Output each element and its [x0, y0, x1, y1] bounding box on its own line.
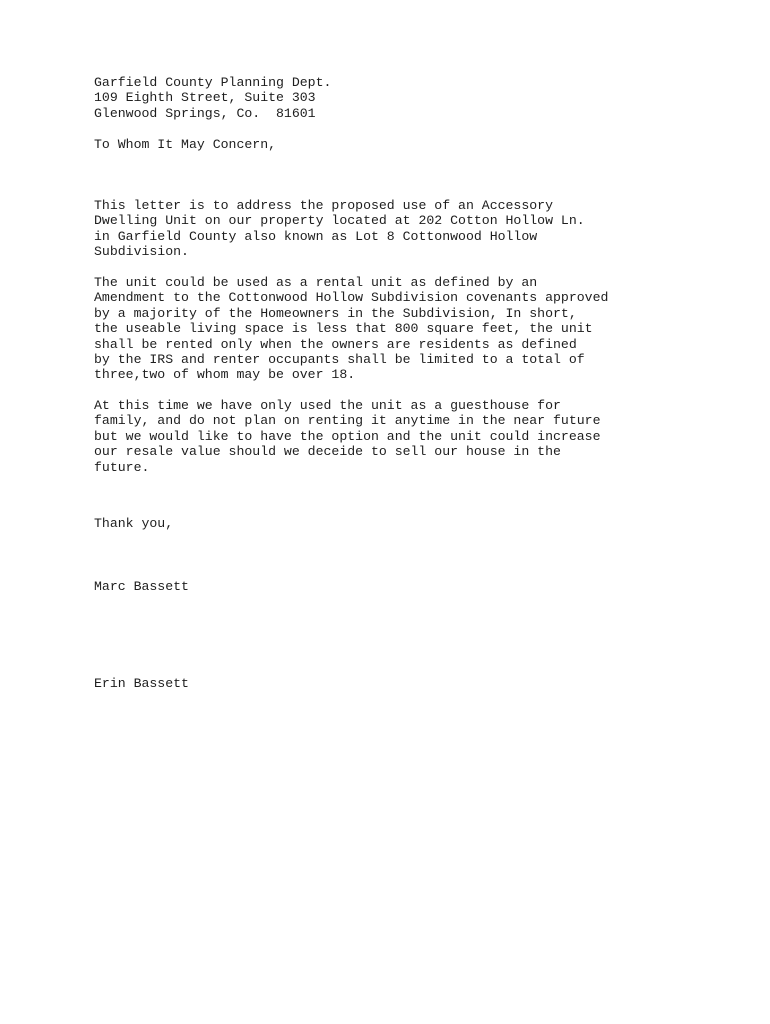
paragraph-2	[94, 275, 608, 383]
paragraph-line: but we would like to have the option and the unit could increase	[94, 428, 601, 444]
paragraph-line: three,two of whom may be over 18.	[94, 367, 356, 383]
address-line: 109 Eighth Street, Suite 303	[94, 90, 316, 106]
paragraph-line: At this time we have only used the unit as a guesthouse for	[94, 398, 561, 413]
address-line: Garfield County Planning Dept.	[94, 75, 332, 90]
closing: Thank you,	[94, 516, 174, 531]
paragraph-1	[94, 198, 585, 260]
paragraph-line: in Garfield County also known as Lot 8 Cottonwood Hollow	[94, 228, 538, 244]
paragraph-line: Dwelling Unit on our property located at 202 Cotton Hollow Ln.	[94, 213, 585, 229]
paragraph-line: by the IRS and renter occupants shall be limited to a total of	[94, 351, 585, 367]
paragraph-line: family, and do not plan on renting it anytime in the near future	[94, 413, 601, 429]
paragraph-line: shall be rented only when the owners are residents as defined	[94, 336, 577, 352]
salutation: To Whom It May Concern,	[94, 137, 277, 152]
signer-name-2: Erin Bassett	[94, 676, 189, 691]
paragraph-line: the useable living space is less that 800 square feet, the unit	[94, 321, 593, 337]
paragraph-line: future.	[94, 459, 150, 475]
signer-name-1: Marc Bassett	[94, 579, 189, 594]
paragraph-line: Subdivision.	[94, 244, 189, 260]
paragraph-line: by a majority of the Homeowners in the Subdivision, In short,	[94, 305, 577, 321]
recipient-address	[94, 75, 331, 121]
address-line: Glenwood Springs, Co. 81601	[94, 105, 316, 121]
paragraph-line: our resale value should we deceide to sell our house in the	[94, 444, 561, 460]
paragraph-line: This letter is to address the proposed use of an Accessory	[94, 198, 553, 213]
paragraph-3	[94, 398, 600, 475]
paragraph-line: The unit could be used as a rental unit as defined by an	[94, 275, 538, 290]
paragraph-line: Amendment to the Cottonwood Hollow Subdivision covenants approved	[94, 290, 609, 306]
